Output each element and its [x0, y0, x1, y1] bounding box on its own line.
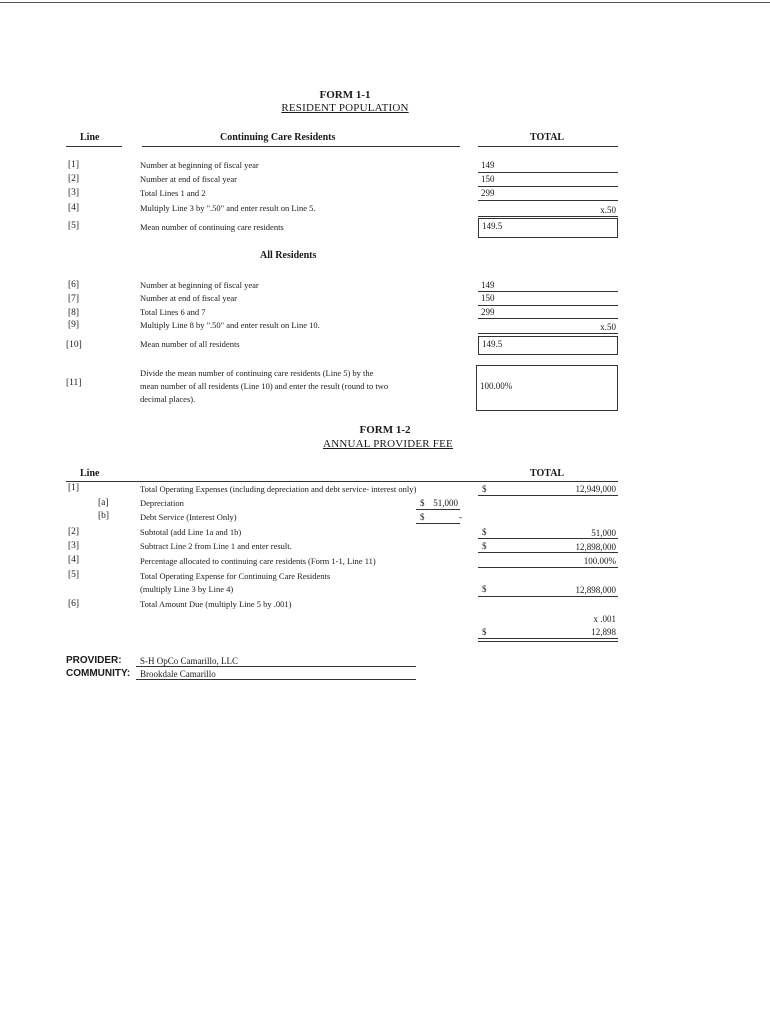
line-number: [4] [68, 555, 80, 565]
form-1-1-title: FORM 1-1 [319, 89, 371, 101]
amount-due-value: 12,898 [591, 627, 616, 637]
sub-value-rule [416, 509, 460, 510]
form-1-2-subtitle: ANNUAL PROVIDER FEE [323, 438, 453, 450]
header-underline-line [66, 146, 122, 147]
line-number: [10] [66, 340, 82, 350]
row-value: 299 [481, 307, 495, 317]
line-11-description-1: Divide the mean number of continuing care residents (Line 5) by the [140, 368, 374, 378]
col-header-continuing-care: Continuing Care Residents [220, 132, 336, 143]
currency-sign: $ [482, 627, 487, 637]
form-1-2-header-rule [66, 481, 618, 482]
currency-sign: $ [482, 584, 487, 594]
value-rule [478, 318, 618, 319]
page-top-border [0, 2, 770, 3]
row-value: x.50 [600, 322, 616, 332]
line-number: [9] [68, 320, 80, 330]
row-value: 149 [481, 280, 495, 290]
row-value: 149.5 [482, 221, 503, 231]
row-description: Number at end of fiscal year [140, 293, 237, 303]
row-value: 12,898,000 [575, 542, 616, 552]
row-value: x.50 [600, 205, 616, 215]
multiplier-value: x .001 [593, 614, 616, 624]
value-rule [478, 305, 618, 306]
row-value: 12,898,000 [575, 585, 616, 595]
row-description: Total Amount Due (multiply Line 5 by .001) [140, 599, 292, 609]
line-number: [2] [68, 174, 80, 184]
value-rule [478, 200, 618, 201]
header-underline-total [478, 146, 618, 147]
row-description: Number at beginning of fiscal year [140, 280, 259, 290]
row-description: Multiply Line 3 by ".50" and enter result on Line 5. [140, 203, 316, 213]
form-1-2-col-total: TOTAL [530, 468, 565, 479]
col-header-line: Line [80, 132, 100, 143]
row-value: 150 [481, 293, 495, 303]
line-11-value: 100.00% [480, 381, 513, 391]
currency-sign: $ [482, 527, 487, 537]
sub-currency-sign: $ [420, 512, 425, 522]
value-rule [478, 291, 618, 292]
col-header-total: TOTAL [530, 132, 565, 143]
row-description: Total Operating Expense for Continuing Care Residents [140, 571, 331, 581]
row-value: 100.00% [583, 556, 616, 566]
line-number: [b] [98, 511, 110, 521]
form-1-2-title: FORM 1-2 [359, 424, 411, 436]
sub-value-rule [416, 523, 460, 524]
value-rule [478, 172, 618, 173]
row-value: 51,000 [591, 528, 616, 538]
line-number: [4] [68, 203, 80, 213]
value-rule [478, 552, 618, 553]
line-number: [11] [66, 378, 82, 388]
value-rule [478, 495, 618, 496]
row-description: Depreciation [140, 498, 184, 508]
provider-value: S-H OpCo Camarillo, LLC [140, 656, 238, 666]
row-description: Total Operating Expenses (including depreciation and debt service- interest only) [140, 484, 417, 494]
value-rule [478, 216, 618, 217]
sub-value: - [459, 512, 462, 522]
row-value: 299 [481, 188, 495, 198]
value-rule [478, 186, 618, 187]
provider-underline [136, 666, 416, 667]
value-rule [478, 333, 618, 334]
row-description: Number at end of fiscal year [140, 174, 237, 184]
value-rule [478, 538, 618, 539]
line-11-description-3: decimal places). [140, 394, 196, 404]
row-description: Mean number of continuing care residents [140, 222, 284, 232]
line-number: [3] [68, 188, 80, 198]
sub-value: 51,000 [433, 498, 458, 508]
all-residents-heading: All Residents [260, 250, 317, 261]
community-value: Brookdale Camarillo [140, 669, 216, 679]
row-description-continued: (multiply Line 3 by Line 4) [140, 584, 234, 594]
currency-sign: $ [482, 484, 487, 494]
row-value: 149.5 [482, 339, 503, 349]
line-number: [1] [68, 483, 80, 493]
row-value: 149 [481, 160, 495, 170]
header-underline-section [142, 146, 460, 147]
row-description: Number at beginning of fiscal year [140, 160, 259, 170]
form-1-1-subtitle: RESIDENT POPULATION [281, 102, 409, 114]
amount-due-rule-1 [478, 638, 618, 639]
row-description: Multiply Line 8 by ".50" and enter result on Line 10. [140, 320, 320, 330]
row-value: 12,949,000 [575, 484, 616, 494]
value-rule [478, 596, 618, 597]
amount-due-rule-2 [478, 641, 618, 642]
community-underline [136, 679, 416, 680]
line-number: [a] [98, 498, 109, 508]
row-description: Subtotal (add Line 1a and 1b) [140, 527, 242, 537]
row-description: Percentage allocated to continuing care residents (Form 1-1, Line 11) [140, 556, 376, 566]
line-number: [7] [68, 294, 80, 304]
currency-sign: $ [482, 541, 487, 551]
line-number: [2] [68, 527, 80, 537]
row-description: Total Lines 6 and 7 [140, 307, 206, 317]
line-number: [6] [68, 599, 80, 609]
community-label: COMMUNITY: [66, 668, 131, 679]
sub-currency-sign: $ [420, 498, 425, 508]
line-number: [5] [68, 221, 80, 231]
row-description: Debt Service (Interest Only) [140, 512, 237, 522]
row-description: Mean number of all residents [140, 339, 240, 349]
row-value: 150 [481, 174, 495, 184]
provider-label: PROVIDER: [66, 655, 122, 666]
line-number: [3] [68, 541, 80, 551]
value-rule [478, 567, 618, 568]
line-number: [8] [68, 308, 80, 318]
line-11-description-2: mean number of all residents (Line 10) and enter the result (round to two [140, 381, 389, 391]
line-number: [5] [68, 570, 80, 580]
line-number: [6] [68, 280, 80, 290]
row-description: Subtract Line 2 from Line 1 and enter result. [140, 541, 292, 551]
row-description: Total Lines 1 and 2 [140, 188, 206, 198]
form-1-2-col-line: Line [80, 468, 100, 479]
line-number: [1] [68, 160, 80, 170]
